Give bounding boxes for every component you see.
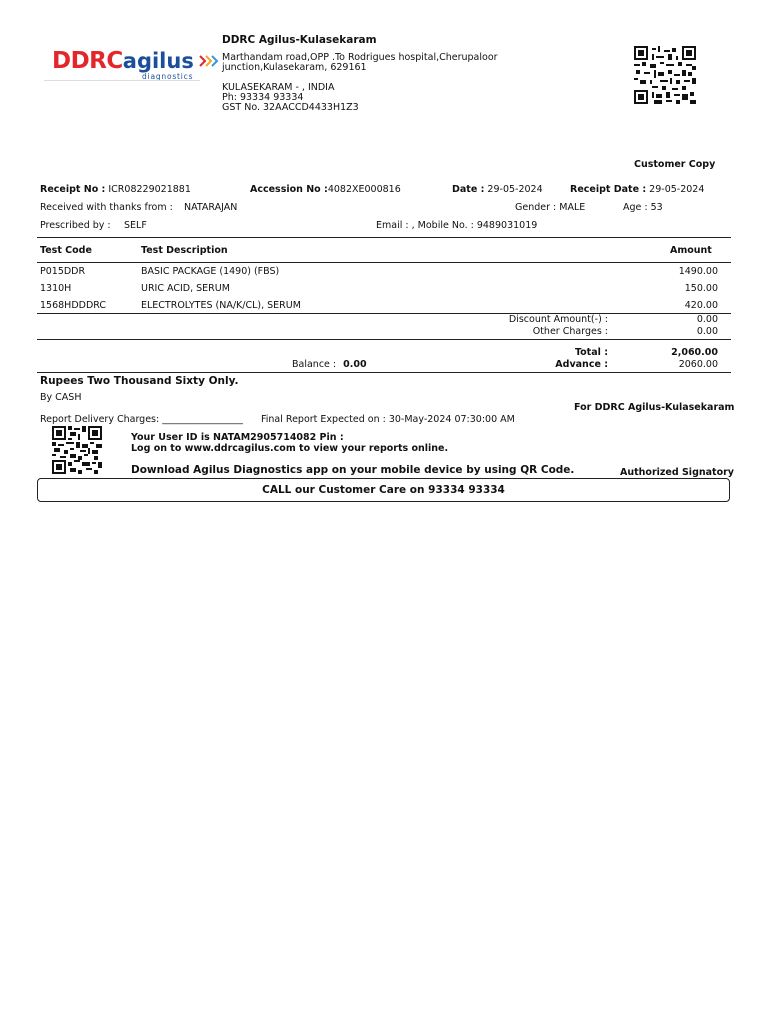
user-id-line: Your User ID is NATAM2905714082 Pin : — [131, 432, 344, 443]
discount-value: 0.00 — [696, 314, 718, 325]
customer-care-banner: CALL our Customer Care on 93334 93334 — [37, 478, 730, 502]
header-test-code: Test Code — [40, 245, 92, 256]
download-app-line: Download Agilus Diagnostics app on your mobile device by using QR Code. — [131, 464, 575, 476]
accession-value: 4082XE000816 — [327, 184, 401, 195]
app-qr-code-icon — [52, 426, 102, 474]
row-test-code: 1310H — [40, 283, 72, 294]
date-label: Date : — [452, 184, 485, 195]
gender-row — [515, 202, 585, 213]
table-header-rule — [37, 262, 731, 263]
email-mobile-value: , Mobile No. : 9489031019 — [411, 220, 538, 231]
receipt-date-label: Receipt Date : — [570, 184, 647, 195]
amount-in-words: Rupees Two Thousand Sixty Only. — [40, 375, 239, 387]
header-qr-code-icon — [634, 46, 696, 104]
header-test-description: Test Description — [141, 245, 228, 256]
copy-label: Customer Copy — [634, 159, 716, 170]
prescribed-label: Prescribed by : — [40, 220, 111, 231]
login-line: Log on to www.ddrcagilus.com to view your reports online. — [131, 443, 449, 454]
row-test-description: ELECTROLYTES (NA/K/CL), SERUM — [141, 300, 301, 311]
gender-label: Gender : — [515, 202, 557, 213]
advance-label: Advance : — [555, 359, 608, 370]
lab-city: KULASEKARAM - , INDIA — [222, 82, 335, 93]
lab-gst: GST No. 32AACCD4433H1Z3 — [222, 102, 359, 113]
row-test-description: URIC ACID, SERUM — [141, 283, 230, 294]
row-test-description: BASIC PACKAGE (1490) (FBS) — [141, 266, 280, 277]
other-charges-label: Other Charges : — [532, 326, 608, 337]
advance-value: 2060.00 — [678, 359, 718, 370]
summary-rule — [37, 339, 731, 340]
other-charges-value: 0.00 — [696, 326, 718, 337]
gender-value: MALE — [559, 202, 586, 213]
delivery-charges: Report Delivery Charges: _________________ — [40, 414, 243, 425]
accession-row — [250, 184, 401, 195]
lab-logo — [52, 48, 221, 74]
final-report-expected: Final Report Expected on : 30-May-2024 07:30:00 AM — [261, 414, 515, 425]
accession-label: Accession No : — [250, 184, 328, 195]
row-test-code: P015DDR — [40, 266, 86, 277]
receipt-date-value: 29-05-2024 — [649, 184, 705, 195]
logo-agilus-text: agilus — [122, 49, 194, 73]
balance-label: Balance : — [292, 359, 337, 370]
receipt-no-label: Receipt No : — [40, 184, 106, 195]
lab-address-line2: junction,Kulasekaram, 629161 — [222, 62, 367, 73]
email-row — [376, 220, 537, 231]
receipt-date-row — [570, 184, 704, 195]
summary-bottom-rule — [37, 372, 731, 373]
total-label: Total : — [574, 347, 608, 358]
row-amount: 150.00 — [684, 283, 718, 294]
email-label: Email : — [376, 220, 409, 231]
date-value: 29-05-2024 — [487, 184, 543, 195]
logo-ddrc-text: DDRC — [52, 48, 123, 74]
date-row — [452, 184, 543, 195]
age-value: 53 — [650, 202, 663, 213]
table-top-rule — [37, 237, 731, 238]
total-value: 2,060.00 — [671, 347, 718, 358]
received-value: NATARAJAN — [184, 202, 238, 213]
row-test-code: 1568HDDDRC — [40, 300, 107, 311]
balance-row — [292, 359, 367, 370]
for-lab-label: For DDRC Agilus-Kulasekaram — [574, 402, 735, 413]
lab-address-line1: Marthandam road,OPP .To Rodrigues hospital,Cherupaloor — [222, 52, 498, 63]
received-label: Received with thanks from : — [40, 202, 173, 213]
age-row — [623, 202, 663, 213]
balance-value: 0.00 — [343, 359, 367, 370]
logo-chevrons-icon — [199, 55, 221, 67]
receipt-no-value: ICR08229021881 — [108, 184, 191, 195]
logo-tagline: diagnostics — [142, 72, 194, 81]
payment-mode: By CASH — [40, 392, 82, 403]
row-amount: 420.00 — [684, 300, 718, 311]
lab-phone: Ph: 93334 93334 — [222, 92, 304, 103]
row-amount: 1490.00 — [678, 266, 718, 277]
receipt-no-row — [40, 184, 191, 195]
logo-underline — [44, 80, 200, 81]
age-label: Age : — [623, 202, 648, 213]
header-amount: Amount — [670, 245, 712, 256]
discount-label: Discount Amount(-) : — [508, 314, 608, 325]
authorized-signatory: Authorized Signatory — [620, 467, 734, 478]
prescribed-value: SELF — [124, 220, 147, 231]
lab-name: DDRC Agilus-Kulasekaram — [222, 34, 377, 46]
